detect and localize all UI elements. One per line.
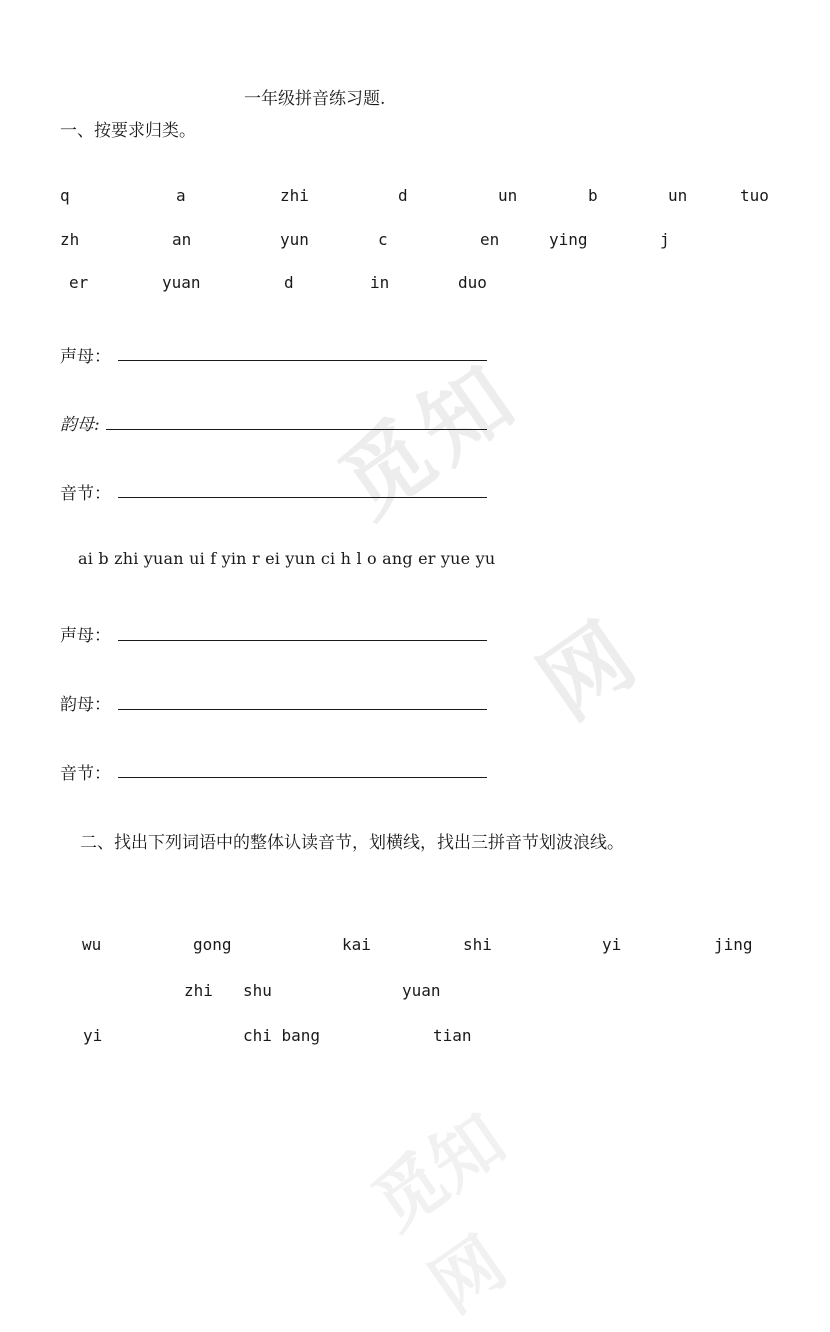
pinyin-item: er bbox=[69, 273, 89, 292]
yunmu-label: 韵母: bbox=[60, 415, 100, 435]
shengmu-label: 声母： bbox=[60, 347, 111, 367]
word-item: yi bbox=[602, 935, 622, 954]
word-item: zhi bbox=[184, 981, 213, 1000]
word-item: jing bbox=[714, 935, 753, 954]
pinyin-item: un bbox=[668, 186, 688, 205]
pinyin-item: zhi bbox=[280, 186, 309, 205]
pinyin-item: a bbox=[176, 186, 186, 205]
word-item: shu bbox=[243, 981, 272, 1000]
pinyin-item: zh bbox=[60, 230, 80, 249]
page-title: 一年级拼音练习题. bbox=[244, 89, 386, 109]
section1-heading: 一、按要求归类。 bbox=[60, 121, 196, 141]
pinyin-item: un bbox=[498, 186, 518, 205]
yunmu-label-2: 韵母： bbox=[60, 695, 111, 715]
mixed-pinyin-line: ai b zhi yuan ui f yin r ei yun ci h l o ang er yue yu bbox=[78, 549, 496, 568]
yinjie-answer-line-2[interactable] bbox=[118, 777, 487, 778]
watermark: 觅知网 bbox=[321, 342, 660, 739]
shengmu-answer-line-2[interactable] bbox=[118, 640, 487, 641]
word-item: shi bbox=[463, 935, 492, 954]
shengmu-answer-line[interactable] bbox=[118, 360, 487, 361]
word-item: wu bbox=[82, 935, 102, 954]
yinjie-label-2: 音节： bbox=[60, 764, 111, 784]
pinyin-item: d bbox=[398, 186, 408, 205]
yunmu-answer-line[interactable] bbox=[106, 429, 487, 430]
word-item: gong bbox=[193, 935, 232, 954]
pinyin-item: b bbox=[588, 186, 598, 205]
pinyin-item: in bbox=[370, 273, 390, 292]
word-item: kai bbox=[342, 935, 371, 954]
word-item: chi bang bbox=[243, 1026, 321, 1045]
watermark-bottom: 觅知网 bbox=[358, 1098, 521, 1329]
pinyin-item: c bbox=[378, 230, 388, 249]
pinyin-item: en bbox=[480, 230, 500, 249]
pinyin-item: d bbox=[284, 273, 294, 292]
pinyin-item: duo bbox=[458, 273, 487, 292]
pinyin-item: j bbox=[660, 230, 670, 249]
yunmu-answer-line-2[interactable] bbox=[118, 709, 487, 710]
yinjie-answer-line[interactable] bbox=[118, 497, 487, 498]
pinyin-item: q bbox=[60, 186, 70, 205]
word-item: yuan bbox=[402, 981, 441, 1000]
pinyin-item: ying bbox=[549, 230, 588, 249]
word-item: yi bbox=[83, 1026, 103, 1045]
section2-heading: 二、找出下列词语中的整体认读音节，划横线，找出三拼音节划波浪线。 bbox=[80, 833, 624, 853]
pinyin-item: yun bbox=[280, 230, 309, 249]
shengmu-label-2: 声母： bbox=[60, 626, 111, 646]
pinyin-item: tuo bbox=[740, 186, 769, 205]
yinjie-label: 音节： bbox=[60, 484, 111, 504]
word-item: tian bbox=[433, 1026, 472, 1045]
pinyin-item: yuan bbox=[162, 273, 201, 292]
pinyin-item: an bbox=[172, 230, 192, 249]
